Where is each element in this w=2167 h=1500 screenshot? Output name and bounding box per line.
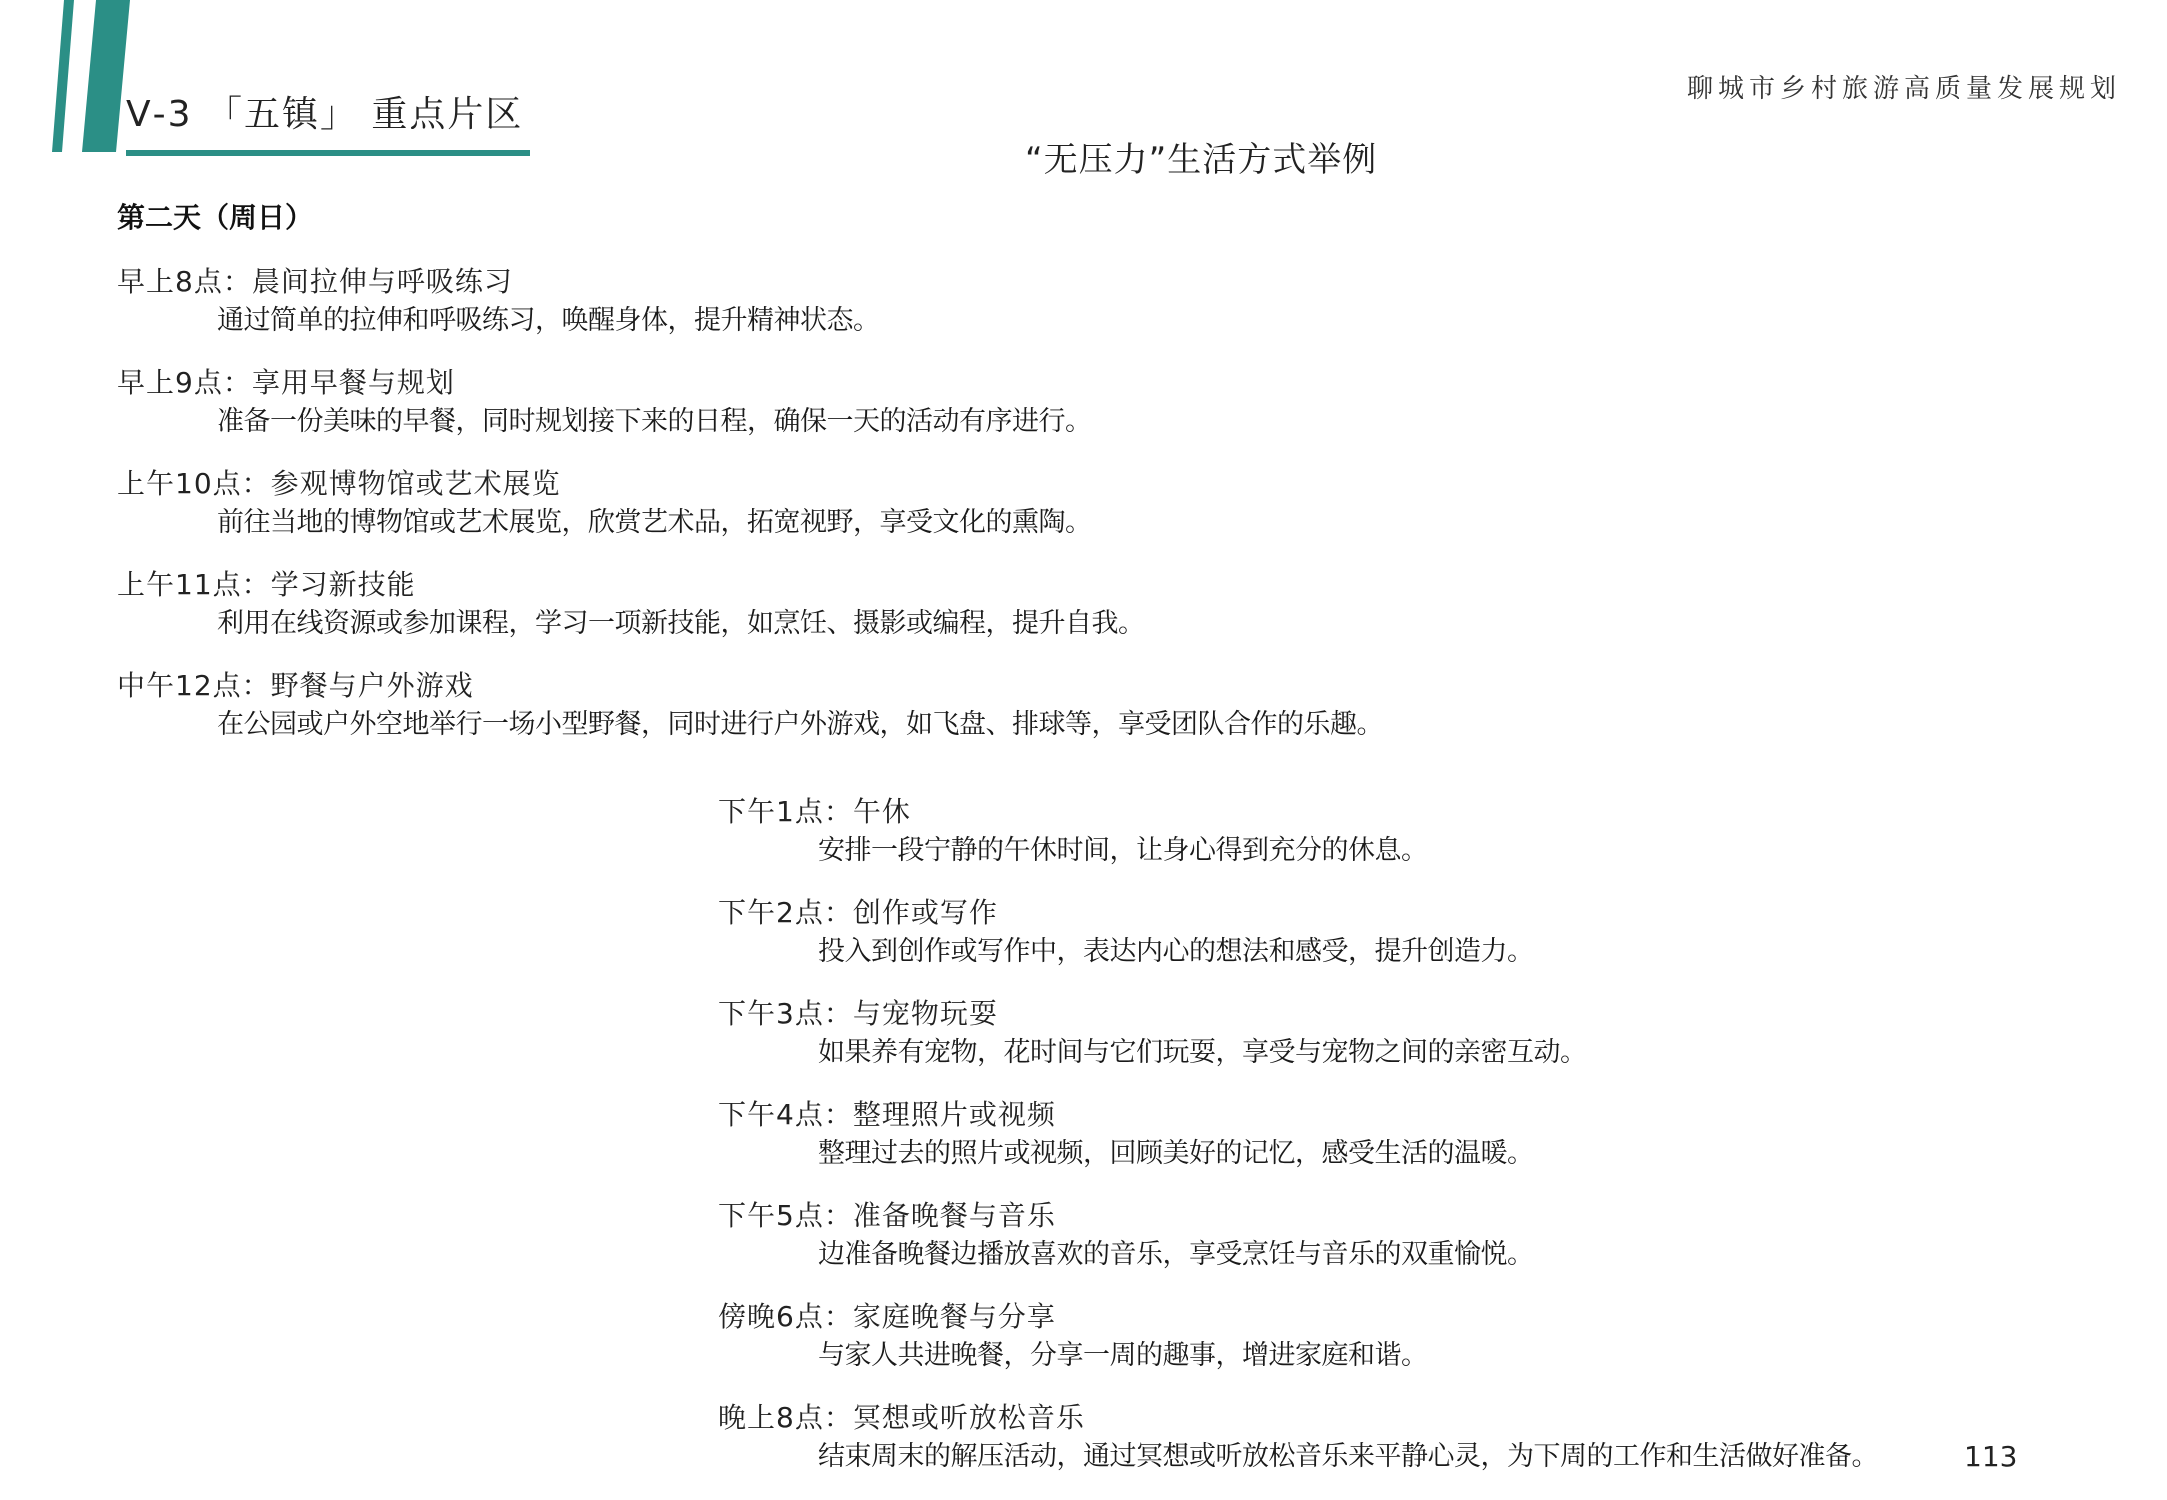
schedule-time: 下午3点：与宠物玩耍 <box>718 997 998 1030</box>
schedule-desc: 与家人共进晚餐，分享一周的趣事，增进家庭和谐。 <box>818 1340 1428 1371</box>
schedule-desc: 安排一段宁静的午休时间，让身心得到充分的休息。 <box>818 835 1428 866</box>
schedule-entry <box>117 262 880 340</box>
schedule-desc: 边准备晚餐边播放喜欢的音乐，享受烹饪与音乐的双重愉悦。 <box>818 1239 1534 1270</box>
schedule-entry <box>718 893 1534 971</box>
schedule-desc: 结束周末的解压活动，通过冥想或听放松音乐来平静心灵，为下周的工作和生活做好准备。 <box>818 1441 1878 1472</box>
schedule-time: 晚上8点：冥想或听放松音乐 <box>718 1401 1085 1434</box>
document-org-name: 聊城市乡村旅游高质量发展规划 <box>1686 74 2121 104</box>
schedule-entry <box>117 565 1145 643</box>
schedule-time: 早上8点：晨间拉伸与呼吸练习 <box>117 265 513 298</box>
section-title-underline <box>126 150 530 156</box>
schedule-desc: 前往当地的博物馆或艺术展览，欣赏艺术品，拓宽视野，享受文化的熏陶。 <box>217 507 1092 538</box>
schedule-entry <box>117 363 1092 441</box>
page-title: “无压力”生活方式举例 <box>1025 140 1378 180</box>
schedule-entry <box>718 994 1587 1072</box>
schedule-entry <box>117 464 1092 542</box>
schedule-time: 下午1点：午休 <box>718 795 911 828</box>
schedule-time: 傍晚6点：家庭晚餐与分享 <box>718 1300 1056 1333</box>
schedule-entry <box>718 1398 1878 1476</box>
schedule-time: 下午2点：创作或写作 <box>718 896 998 929</box>
schedule-entry <box>718 1095 1534 1173</box>
page-number: 113 <box>1964 1440 2018 1473</box>
section-title: Ⅴ-3 「五镇」 重点片区 <box>126 94 524 135</box>
schedule-entry <box>718 792 1428 870</box>
schedule-desc: 在公园或户外空地举行一场小型野餐，同时进行户外游戏，如飞盘、排球等，享受团队合作的乐趣。 <box>217 709 1383 740</box>
schedule-entry <box>718 1297 1428 1375</box>
thick-teal-bar <box>82 0 130 152</box>
schedule-desc: 利用在线资源或参加课程，学习一项新技能，如烹饪、摄影或编程，提升自我。 <box>217 608 1145 639</box>
schedule-time: 早上9点：享用早餐与规划 <box>117 366 455 399</box>
schedule-desc: 整理过去的照片或视频，回顾美好的记忆，感受生活的温暖。 <box>818 1138 1534 1169</box>
schedule-desc: 准备一份美味的早餐，同时规划接下来的日程，确保一天的活动有序进行。 <box>217 406 1092 437</box>
schedule-time: 下午5点：准备晚餐与音乐 <box>718 1199 1056 1232</box>
corner-decoration <box>0 0 140 160</box>
thin-teal-bar <box>52 0 74 152</box>
schedule-time: 下午4点：整理照片或视频 <box>718 1098 1056 1131</box>
schedule-desc: 如果养有宠物，花时间与它们玩耍，享受与宠物之间的亲密互动。 <box>818 1037 1587 1068</box>
schedule-desc: 通过简单的拉伸和呼吸练习，唤醒身体，提升精神状态。 <box>217 305 880 336</box>
day-title: 第二天（周日） <box>117 201 314 234</box>
schedule-entry <box>718 1196 1534 1274</box>
schedule-time: 中午12点：野餐与户外游戏 <box>117 669 474 702</box>
schedule-time: 上午11点：学习新技能 <box>117 568 416 601</box>
schedule-time: 上午10点：参观博物馆或艺术展览 <box>117 467 561 500</box>
schedule-entry <box>117 666 1383 744</box>
schedule-desc: 投入到创作或写作中，表达内心的想法和感受，提升创造力。 <box>818 936 1534 967</box>
